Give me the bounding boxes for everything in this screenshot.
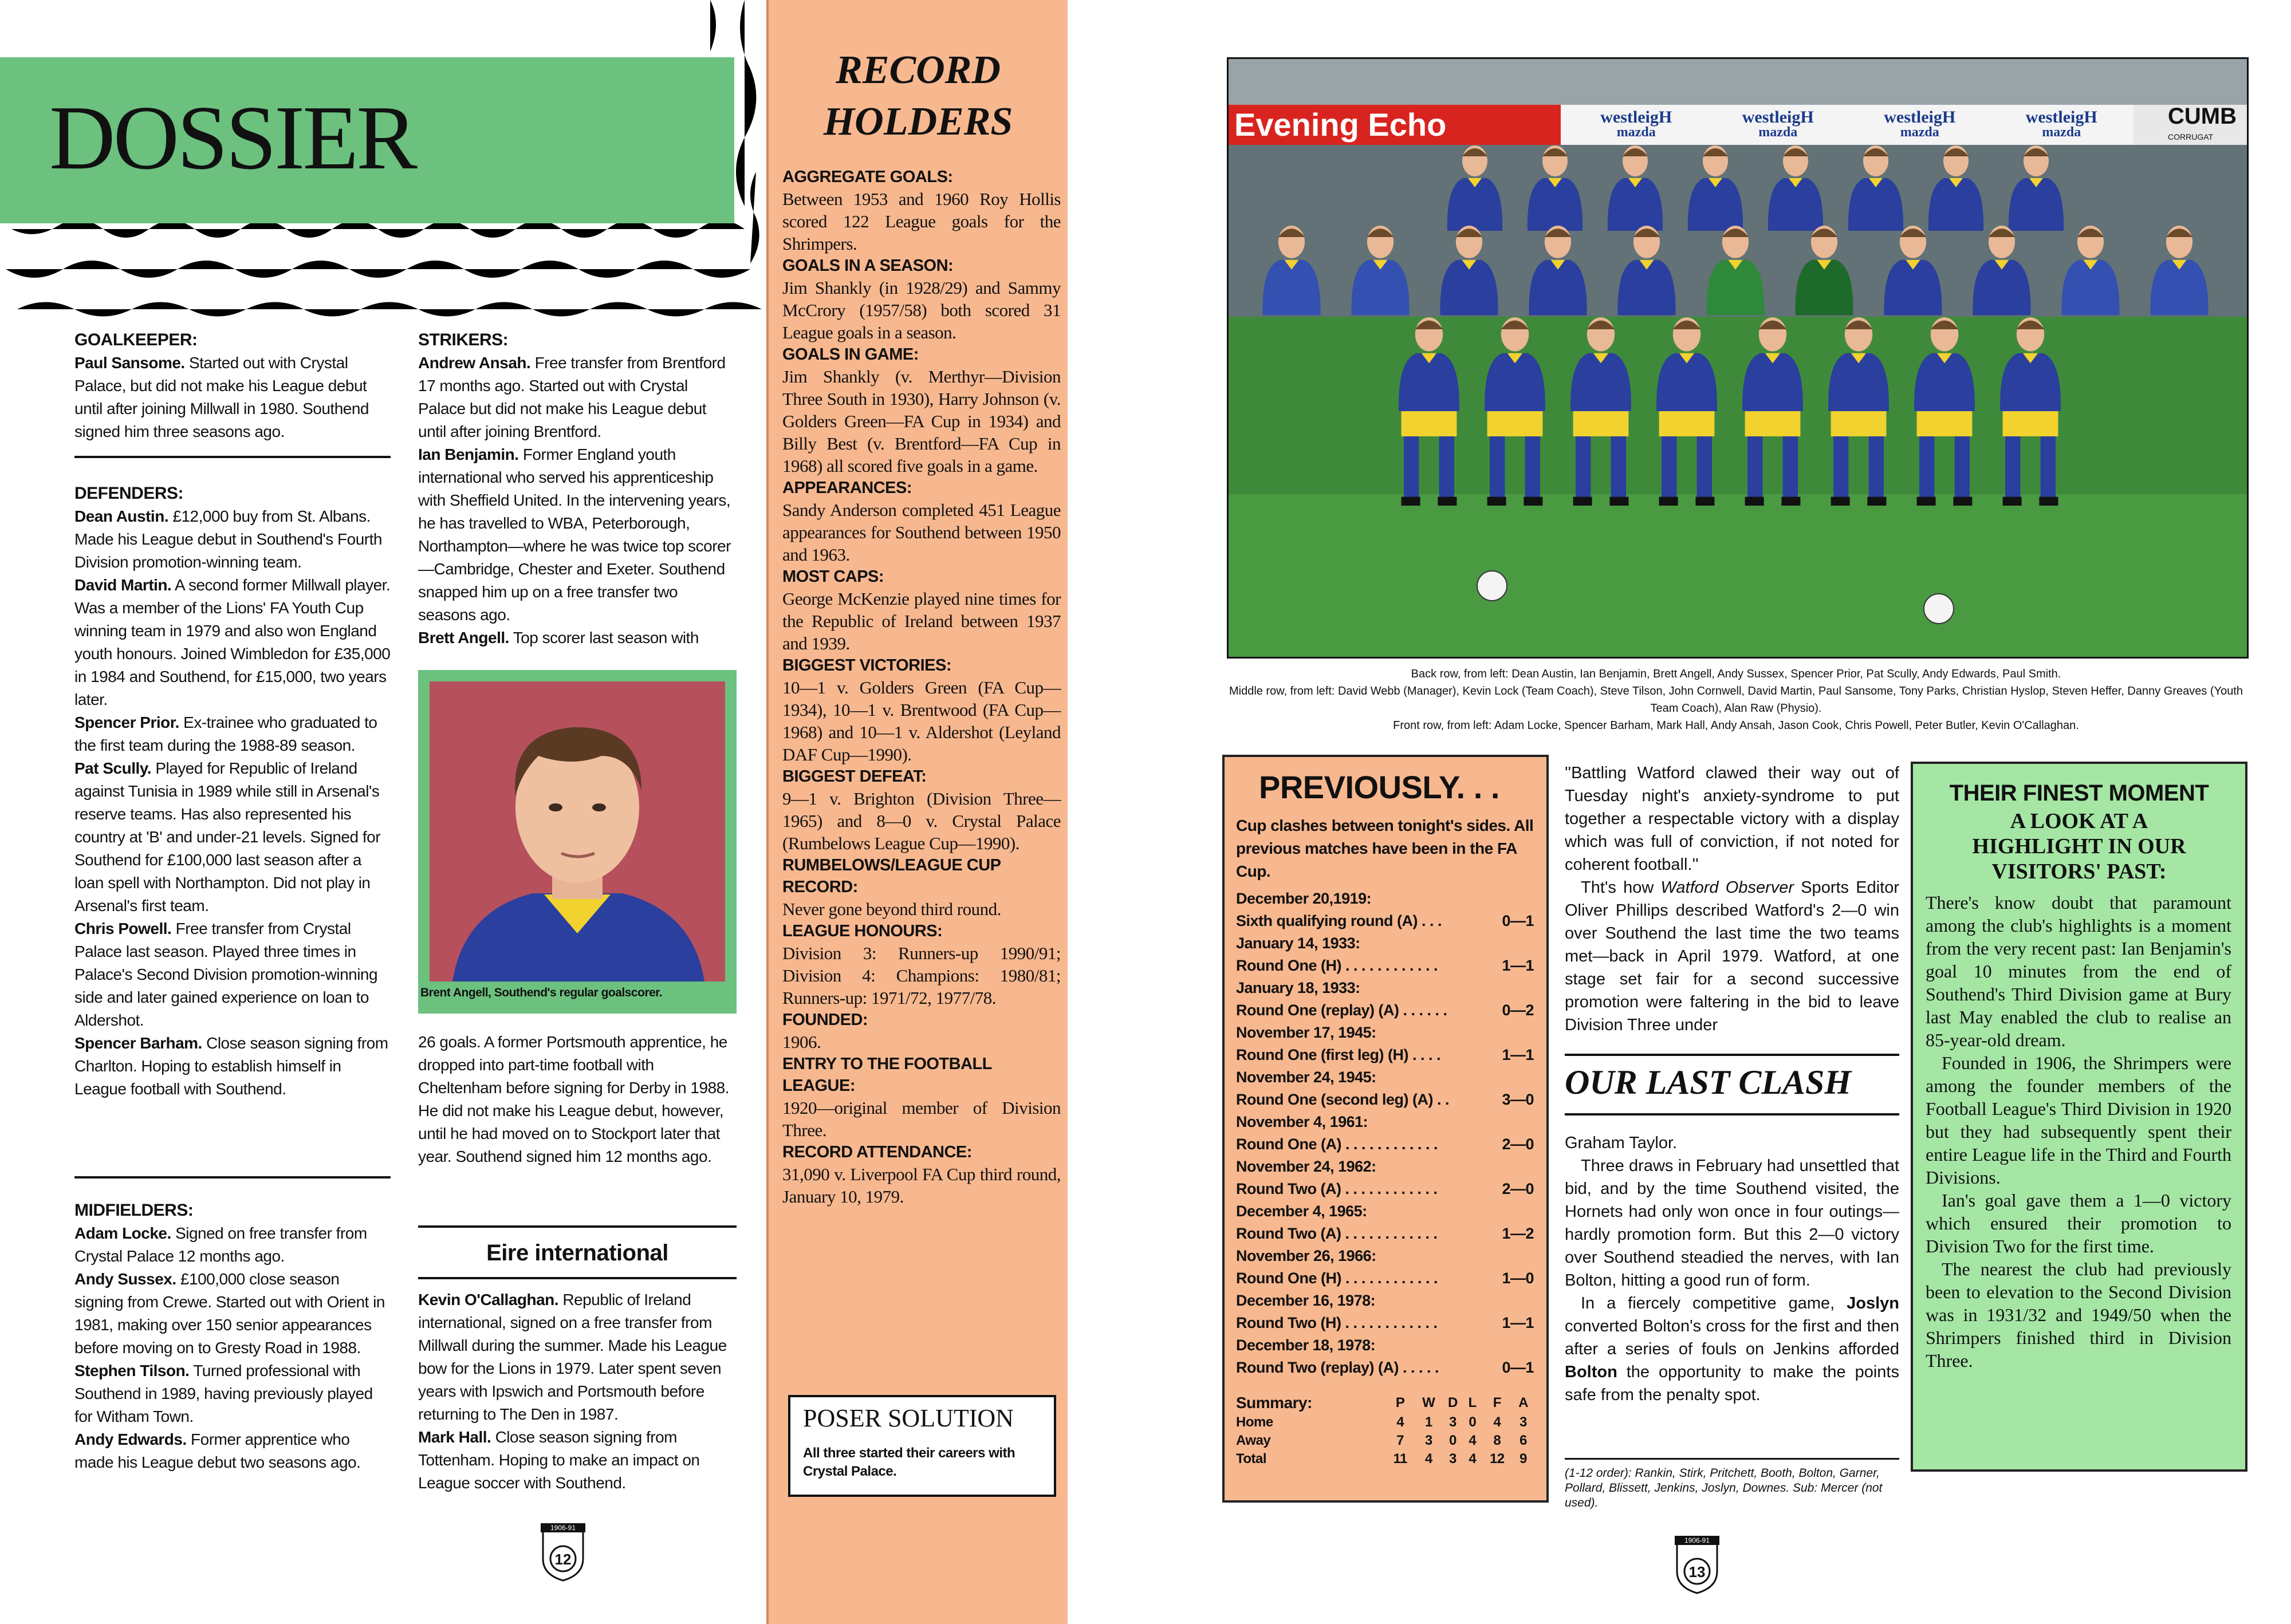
match-entry: December 18, 1978: Round Two (replay) (A) . . . . . 0—1 <box>1236 1337 1534 1376</box>
record-entry: APPEARANCES: Sandy Anderson completed 451 League appearances for Southend between 1950 and 1963. <box>782 479 1061 565</box>
poser-title: POSER SOLUTION <box>803 1404 1014 1432</box>
record-entry: BIGGEST VICTORIES: 10—1 v. Golders Green (FA Cup—1934), 10—1 v. Brentwood (FA Cup—1968) and 10—1 v. Aldershot (Leyland DAF Cup—1990). <box>782 656 1061 764</box>
goalkeeper-heading: GOALKEEPER: <box>74 330 198 349</box>
match-entry: December 4, 1965: Round Two (A) . . . . . . . . . . . . 1—2 <box>1236 1203 1534 1242</box>
seal-years: 1906-91 <box>550 1524 576 1532</box>
clash-intro: Tht's how Watford Observer Sports Editor Oliver Phillips described Watford's 2—0 win over Southend the last time the two teams met—back in April 1979. Watford, at one stage set fair for a second successive promotion were faltering in the bid to leave Division Three under <box>1565 878 1899 1034</box>
summary-table <box>1236 1393 1534 1468</box>
summary-header-row: Summary: P W D L F A <box>1236 1394 1528 1412</box>
dossier-column-left <box>74 329 391 443</box>
divider <box>418 1277 737 1279</box>
dossier-title-band <box>0 57 734 223</box>
seal-years: 1906-91 <box>1684 1536 1710 1544</box>
last-clash-title: OUR LAST CLASH <box>1565 1063 1852 1101</box>
summary-row: Away 7 3 0 4 8 6 <box>1236 1433 1527 1448</box>
midfielders-heading: MIDFIELDERS: <box>74 1201 194 1220</box>
record-entry: AGGREGATE GOALS: Between 1953 and 1960 Roy Hollis scored 122 League goals for the Shrimpers. <box>782 168 1061 254</box>
record-entry: MOST CAPS: George McKenzie played nine times for the Republic of Ireland between 1937 and 1939. <box>782 567 1061 653</box>
player-entry: Adam Locke. Signed on free transfer from Crystal Palace 12 months ago. <box>74 1224 367 1265</box>
player-entry: Kevin O'Callaghan. Republic of Ireland international, signed on a free transfer from Millwall during the summer. Made his League bow for the Lions in 1979. Later spent seven years with Ipswich and Portsmouth before returning to The Den in 1987. <box>418 1291 727 1423</box>
player-photo-frame <box>418 670 737 1014</box>
right-page <box>1163 0 2291 1624</box>
page-number: 13 <box>1688 1563 1706 1580</box>
player-entry: Spencer Prior. Ex-trainee who graduated to the first team during the 1988-89 season. <box>74 714 377 754</box>
player-entry: Brett Angell. Top scorer last season with <box>418 629 699 647</box>
finest-body: There's know doubt that paramount among the club's highlights is a moment from the very recent past: Ian Benjamin's goal 10 minutes from the end of Southend's Third Division game at Bury last May enabled the club to realise an 85-year-old dream. Founded in 1906, the Shrimpers were among the founder members of the Football League's Third Division in 1920 but they had subsequently spent their entire League life in the Third and Fourth Divisions. Ian's goal gave them a 1—0 victory which ensured their promotion to Division Two for the first time. The nearest the club had previously been to elevation to the Second Division was in 1931/32 and 1949/50 when the Shrimpers finished third in Division Three. <box>1926 892 2231 1371</box>
cumb-board: CUMB CORRUGAT <box>2168 104 2237 141</box>
player-entry: Chris Powell. Free transfer from Crystal Palace last season. Played three times in Palace's Second Division promotion-winning side and later gained experience on loan to Aldershot. <box>74 920 378 1029</box>
strikers-section <box>418 329 737 649</box>
match-entry: December 16, 1978: Round Two (H) . . . . . . . . . . . . 1—1 <box>1236 1292 1534 1331</box>
player-entry: David Martin. A second former Millwall player. Was a member of the Lions' FA Youth Cup winning team in 1979 and also won England youth honours. Joined Wimbledon for £35,000 in 1984 and Southend, for £15,000, two years later. <box>74 576 391 708</box>
player-entry: Spencer Barham. Close season signing from Charlton. Hoping to establish himself in League football with Southend. <box>74 1034 388 1098</box>
page-seal <box>1672 1535 1722 1598</box>
player-entry: Ian Benjamin. Former England youth international who served his apprenticeship with Sheffield United. In the intervening years, he has travelled to WBA, Peterborough, Northampton—where he was twice top scorer—Cambridge, Chester and Exeter. Southend snapped him up on a free transfer two seasons ago. <box>418 446 731 624</box>
sponsor-boards <box>1565 106 2132 144</box>
match-entry: November 26, 1966: Round One (H) . . . . . . . . . . . . 1—0 <box>1236 1247 1534 1287</box>
record-holders-title: RECORD HOLDERS <box>823 48 1013 144</box>
match-entry: November 17, 1945: Round One (first leg) (H) . . . . 1—1 <box>1236 1024 1534 1063</box>
left-page <box>0 0 1123 1624</box>
football <box>1924 594 1954 624</box>
summary-row: Home 4 1 3 0 4 3 <box>1236 1414 1527 1430</box>
match-entry: December 20,1919: Sixth qualifying round (A) . . . 0—1 <box>1236 890 1534 929</box>
player-entry: Andy Edwards. Former apprentice who made his League debut two seasons ago. <box>74 1430 361 1471</box>
photo-caption: Brent Angell, Southend's regular goalscorer. <box>420 986 663 999</box>
divider <box>1565 1054 1899 1056</box>
record-entry: RECORD ATTENDANCE: 31,090 v. Liverpool FA Cup third round, January 10, 1979. <box>782 1143 1061 1207</box>
team-photo <box>1227 57 2249 659</box>
record-entry: LEAGUE HONOURS: Division 3: Runners-up 1990/91; Division 4: Champions: 1980/81; Runners-up: 1971/72, 1977/78. <box>782 922 1061 1008</box>
summary-row: Total 11 4 3 4 12 9 <box>1236 1451 1527 1467</box>
match-entry: November 24, 1962: Round Two (A) . . . . . . . . . . . . 2—0 <box>1236 1158 1534 1197</box>
clash-goals: In a fiercely competitive game, Joslyn converted Bolton's cross for the first and then after a series of fouls on Jenkins afforded Bolton the opportunity to make the points safe from the penalty spot. <box>1565 1294 1899 1404</box>
record-entry: RUMBELOWS/LEAGUE CUP RECORD: Never gone beyond third round. <box>782 856 1001 919</box>
divider <box>74 456 391 458</box>
record-entry: BIGGEST DEFEAT: 9—1 v. Brighton (Division Three—1965) and 8—0 v. Crystal Palace (Rumbelows League Cup—1990). <box>782 767 1061 853</box>
finest-moment-box <box>1911 762 2247 1472</box>
record-entry: FOUNDED: 1906. <box>782 1011 868 1052</box>
player-entry: Mark Hall. Close season signing from Tottenham. Hoping to make an impact on League soccer with Southend. <box>418 1428 700 1492</box>
finest-title: THEIR FINEST MOMENT <box>1949 781 2209 806</box>
previously-box <box>1222 755 1549 1503</box>
eire-heading: Eire international <box>486 1240 668 1266</box>
sponsor-board: westleigH mazda <box>1600 108 1672 140</box>
football <box>1477 571 1507 601</box>
match-entry: January 14, 1933: Round One (H) . . . . . . . . . . . . 1—1 <box>1236 935 1534 974</box>
midfielders-section <box>74 1199 391 1474</box>
record-entry: GOALS IN GAME: Jim Shankly (v. Merthyr—Division Three South in 1930), Harry Johnson (v. Golders Green—FA Cup in 1934) and Billy Best (v. Brentford—FA Cup in 1968) all scored five goals in a game. <box>782 345 1061 476</box>
record-list <box>782 166 1061 1208</box>
sponsor-board: westleigH mazda <box>1742 108 1814 140</box>
finest-subtitle: A LOOK AT A HIGHLIGHT IN OUR VISITORS' PAST: <box>1972 809 2186 884</box>
previously-title: PREVIOUSLY. . . <box>1259 769 1499 805</box>
watford-lineup: (1-12 order): Rankin, Stirk, Pritchett, Booth, Bolton, Garner, Pollard, Blissett, Jenkins, Joslyn, Downes. Sub: Mercer (not used). <box>1565 1467 1883 1509</box>
page-seal <box>538 1522 588 1585</box>
clash-quote: ''Battling Watford clawed their way out of Tuesday night's anxiety-syndrome to put together a respectable victory with a display which was full of conviction, if not noted for coherent football.'' <box>1565 764 1899 874</box>
divider <box>1565 1113 1899 1115</box>
record-entry: ENTRY TO THE FOOTBALL LEAGUE: 1920—original member of Division Three. <box>782 1055 1061 1140</box>
player-portrait <box>430 681 725 982</box>
defenders-section <box>74 482 391 1101</box>
player-entry: Stephen Tilson. Turned professional with Southend in 1989, having previously played for Witham Town. <box>74 1362 373 1425</box>
record-entry: GOALS IN A SEASON: Jim Shankly (in 1928/29) and Sammy McCrory (1957/58) both scored 31 League goals in a season. <box>782 257 1061 342</box>
player-entry: Paul Sansome. Started out with Crystal Palace, but did not make his League debut until after joining Millwall in 1980. Southend signed him three seasons ago. <box>74 354 369 440</box>
previously-intro: Cup clashes between tonight's sides. All previous matches have been in the FA Cup. <box>1236 817 1534 880</box>
team-photo-image <box>1229 59 2247 657</box>
defenders-heading: DEFENDERS: <box>74 484 184 503</box>
page-number: 12 <box>554 1551 572 1568</box>
sponsor-board: westleigH mazda <box>2025 108 2097 140</box>
player-entry: Andy Sussex. £100,000 close season signing from Crewe. Started out with Orient in 1981, making over 150 senior appearances before moving on to Gresty Road in 1988. <box>74 1270 385 1357</box>
eire-section <box>418 1288 737 1495</box>
poser-text: All three started their careers with Crystal Palace. <box>803 1445 1015 1479</box>
divider <box>418 1225 737 1228</box>
last-clash-body: Graham Taylor. Three draws in February had unsettled that bid, and by the time Southend visited, the Hornets had only won once in four outings—hardly promotion form. But this 2—0 victory over Southend steadied the nerves, with Ian Bolton, hitting a good run of form. In a fiercely competitive game, Joslyn converted Bolton's cross for the first and then after a series of fouls on Jenkins afforded Bolton the opportunity to make the points safe from the penalty spot. <box>1565 1132 1899 1406</box>
match-list <box>1236 888 1534 1379</box>
record-holders-panel <box>766 0 1068 1624</box>
team-photo-caption: Back row, from left: Dean Austin, Ian Benjamin, Brett Angell, Andy Sussex, Spencer Prior, Pat Scully, Andy Edwards, Paul Smith. Middle row, from left: David Webb (Manager), Kevin Lock (Team Coach), Steve Tilson, John Cornwell, David Martin, Paul Sansome, Tony Parks, Christian Hyslop, Steven Heffer, Danny Greaves (Youth Team Coach), Alan Raw (Physio). Front row, from left: Adam Locke, Spencer Barham, Mark Hall, Andy Ansah, Jason Cook, Chris Powell, Peter Butler, Kevin O'Callaghan. <box>1229 668 2243 732</box>
divider <box>1565 1458 1899 1460</box>
poser-solution-box <box>788 1395 1056 1497</box>
player-entry: Pat Scully. Played for Republic of Ireland against Tunisia in 1989 while still in Arsenal's reserve teams. Has also represented his country at 'B' and under-21 levels. Signed for Southend for £100,000 last season after a loan spell with Northampton. Did not play in Arsenal's first team. <box>74 759 381 915</box>
match-entry: November 4, 1961: Round One (A) . . . . . . . . . . . . 2—0 <box>1236 1113 1534 1153</box>
strikers-continued: 26 goals. A former Portsmouth apprentice, he dropped into part-time football with Cheltenham before signing for Derby in 1988. He did not make his League debut, however, until he had moved on to Stockport later that year. Southend signed him 12 months ago. <box>418 1033 730 1165</box>
match-entry: November 24, 1945: Round One (second leg) (A) . . 3—0 <box>1236 1069 1534 1108</box>
divider <box>74 1176 391 1178</box>
player-entry: Andrew Ansah. Free transfer from Brentford 17 months ago. Started out with Crystal Palace but did not make his League debut until after joining Brentford. <box>418 354 726 440</box>
strikers-heading: STRIKERS: <box>418 330 509 349</box>
sponsor-board: westleigH mazda <box>1884 108 1956 140</box>
evening-echo-banner: Evening Echo <box>1234 107 1447 143</box>
match-entry: January 18, 1933: Round One (replay) (A) . . . . . . 0—2 <box>1236 979 1534 1019</box>
dossier-title: DOSSIER <box>49 86 415 188</box>
player-entry: Dean Austin. £12,000 buy from St. Albans. Made his League debut in Southend's Fourth Division promotion-winning team. <box>74 507 382 571</box>
last-clash-column <box>1565 762 1899 1036</box>
